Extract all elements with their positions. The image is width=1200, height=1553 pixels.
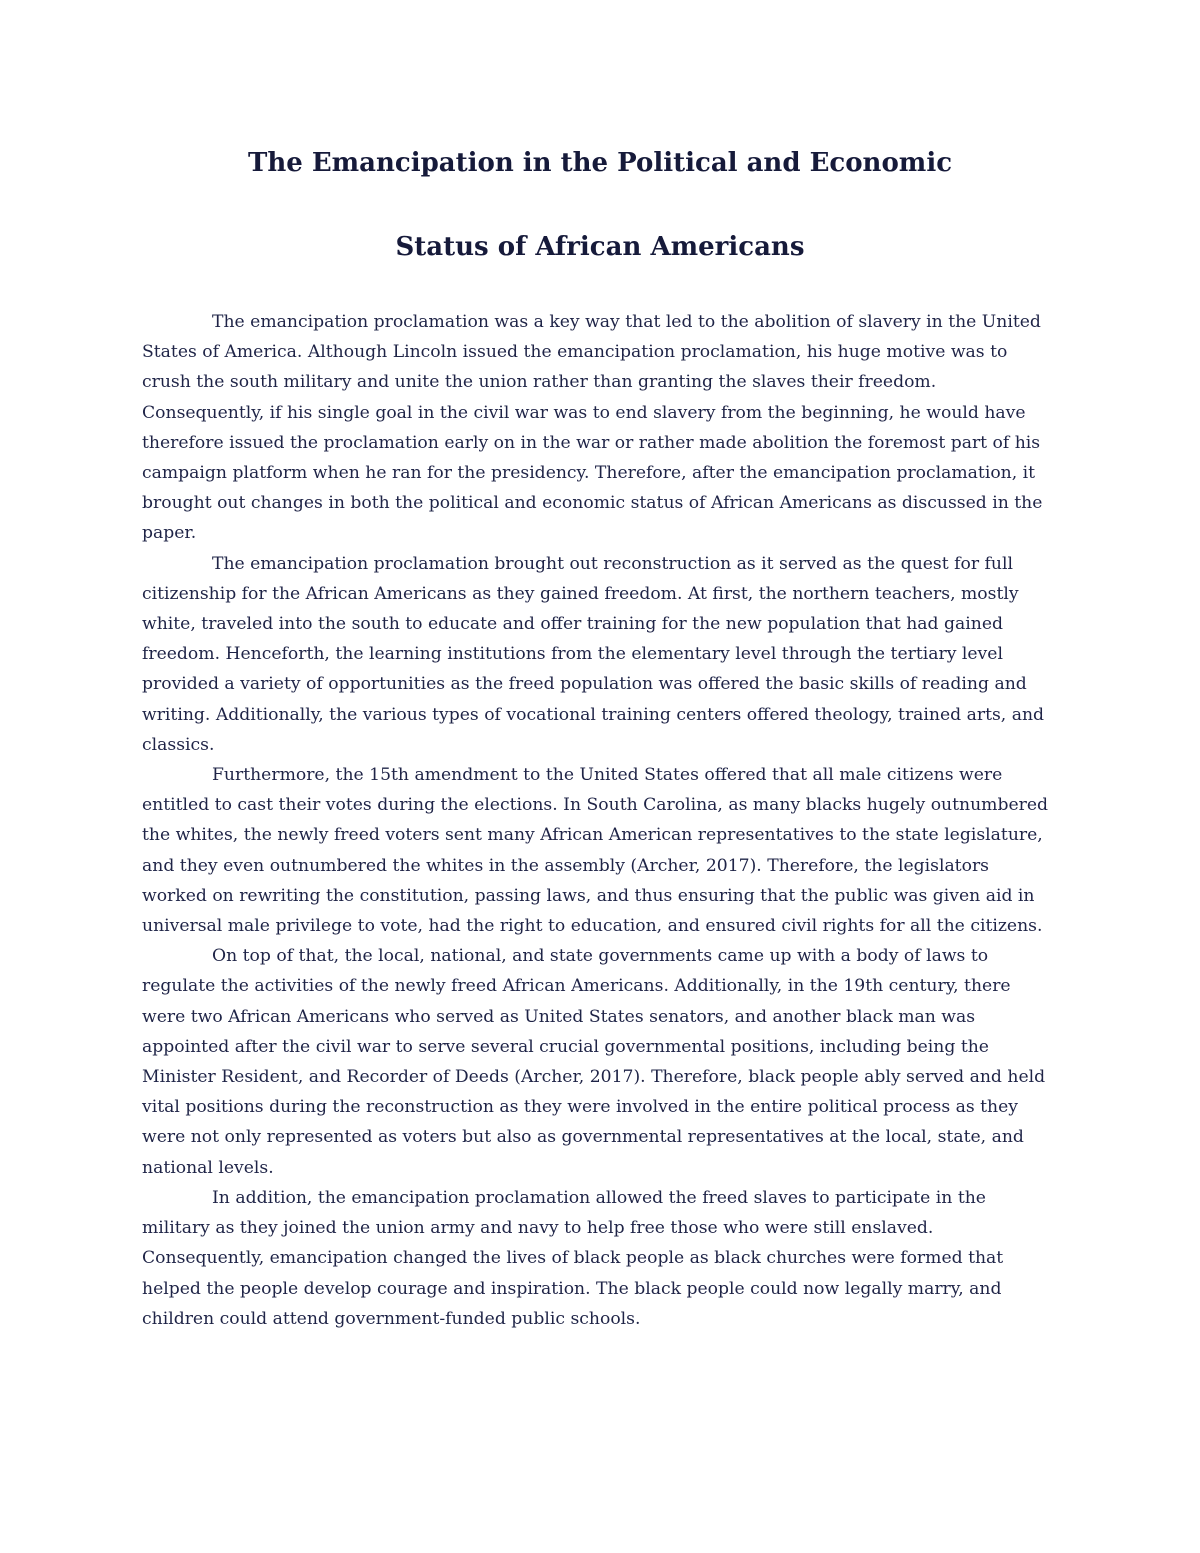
- document-title-line-1: The Emancipation in the Political and Economic: [247, 148, 953, 178]
- paragraph-4: On top of that, the local, national, and state governments came up with a body of laws to regulate the activities of the newly freed African Americans. Additionally, in the 19th century, there were two African Americans who served as United States senators, and another black man was appointed after the civil war to serve several crucial governmental positions, including being the Minister Resident, and Recorder of Deeds (Archer, 2017). Therefore, black people ably served and held vital positions during the reconstruction as they were involved in the entire political process as they were not only represented as voters but also as governmental representatives at the local, state, and national levels.: [142, 946, 1046, 1178]
- paragraph-2: The emancipation proclamation brought out reconstruction as it served as the quest for full citizenship for the African Americans as they gained freedom. At first, the northern teachers, mostly white, traveled into the south to educate and offer training for the new population that had gained freedom. Henceforth, the learning institutions from the elementary level through the tertiary level provided a variety of opportunities as the freed population was offered the basic skills of reading and writing. Additionally, the various types of vocational training centers offered theology, trained arts, and classics.: [142, 553, 1045, 755]
- paragraph-5: In addition, the emancipation proclamation allowed the freed slaves to participate in the military as they joined the union army and navy to help free those who were still enslaved. Consequently, emancipation changed the lives of black people as black churches were formed that helped the people develop courage and inspiration. The black people could now legally marry, and children could attend government-funded public schools.: [142, 1187, 1004, 1329]
- paragraph-1: The emancipation proclamation was a key way that led to the abolition of slavery in the United States of America. Although Lincoln issued the emancipation proclamation, his huge motive was to crush the south military and unite the union rather than granting the slaves their freedom. Consequently, if his single goal in the civil war was to end slavery from the beginning, he would have therefore issued the proclamation early on in the war or rather made abolition the foremost part of his campaign platform when he ran for the presidency. Therefore, after the emancipation proclamation, it brought out changes in both the political and economic status of African Americans as discussed in the paper.: [142, 312, 1043, 544]
- document-body: [142, 307, 1058, 1334]
- paragraph-3: Furthermore, the 15th amendment to the United States offered that all male citizens were entitled to cast their votes during the elections. In South Carolina, as many blacks hugely outnumbered the whites, the newly freed voters sent many African American representatives to the state legislature, and they even outnumbered the whites in the assembly (Archer, 2017). Therefore, the legislators worked on rewriting the constitution, passing laws, and thus ensuring that the public was given aid in universal male privilege to vote, had the right to education, and ensured civil rights for all the citizens.: [142, 765, 1049, 937]
- document-title-line-2: Status of African Americans: [395, 232, 805, 262]
